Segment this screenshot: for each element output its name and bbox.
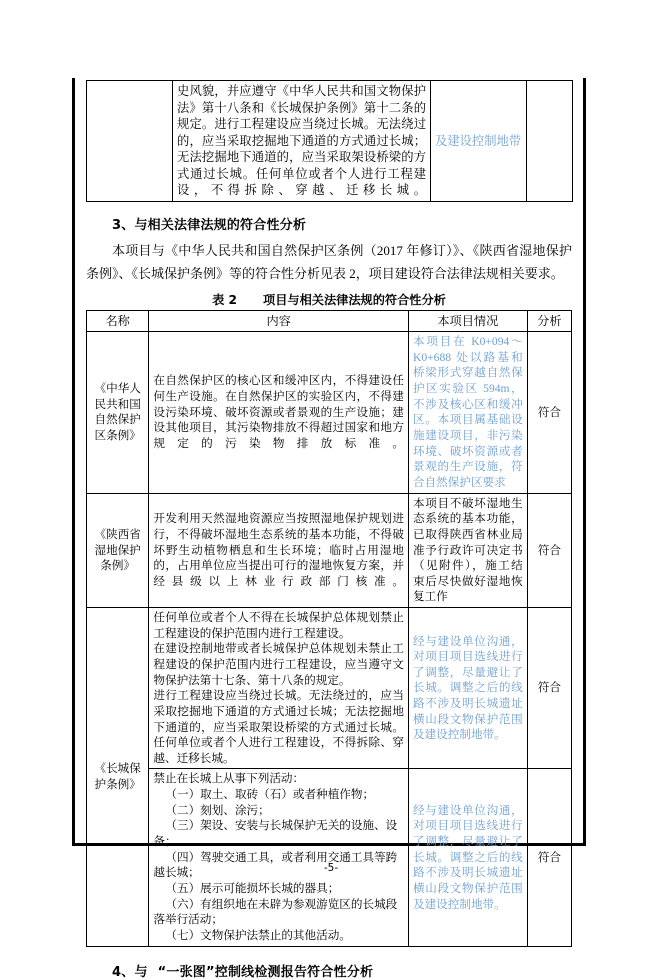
table-2-caption-title: 项目与相关法律法规的符合性分析 <box>263 292 446 307</box>
row-analysis-cell: 符合 <box>527 608 571 769</box>
row-name-cell: 《陕西省湿地保护条例》 <box>87 493 149 607</box>
table-row <box>87 81 573 202</box>
table-header-row <box>87 310 572 331</box>
row-analysis-cell: 符合 <box>527 332 571 493</box>
row-project-status-cell: 经与建设单位沟通，对项目项目选线进行了调整，尽量避让了长城。调整之后的线路不涉及明长城遗址横山段文物保护范围及建设控制地带。 <box>408 769 527 946</box>
page-content-area <box>72 78 586 980</box>
continued-name-cell <box>87 81 173 202</box>
table-row <box>87 769 572 946</box>
row-content-cell: 任何单位或者个人不得在长城保护总体规划禁止工程建设的保护范围内进行工程建设。 在建设控制地带或者长城保护总体规划未禁止工程建设的保护范围内进行工程建设，应当遵守文物保护法第十七条、第十八条的规定。 进行工程建设应当绕过长城。无法绕过的，应当采取挖掘地下通道的方式通过长城；无法挖掘地下通道的，应当采取架设桥梁的方式通过长城。任何单位或者个人进行工程建设，不得拆除、穿越、迁移长城。 <box>149 608 409 769</box>
continued-project-status-cell: 及建设控制地带 <box>431 81 527 202</box>
row-project-status-cell: 经与建设单位沟通，对项目项目选线进行了调整，尽量避让了长城。调整之后的线路不涉及明长城遗址横山段文物保护范围及建设控制地带。 <box>408 608 527 769</box>
section-4-heading-rest: “一张图”控制线检测报告符合性分析 <box>157 964 374 980</box>
column-header-project-status: 本项目情况 <box>408 310 527 331</box>
section-3-paragraph: 本项目与《中华人民共和国自然保护区条例（2017 年修订）》、《陕西省湿地保护条例》、《长城保护条例》等的符合性分析见表 2，项目建设符合法律法规相关要求。 <box>86 242 572 281</box>
table-row <box>87 332 572 493</box>
row-project-status-cell: 本项目不破坏湿地生态系统的基本功能，已取得陕西省林业局准予行政许可决定书（见附件），施工结束后尽快做好湿地恢复工作 <box>408 493 527 607</box>
table-row <box>87 493 572 607</box>
compliance-table <box>86 310 572 947</box>
column-header-name: 名称 <box>87 310 149 331</box>
continued-analysis-cell <box>527 81 573 202</box>
row-content-cell: 开发利用天然湿地资源应当按照湿地保护规划进行，不得破坏湿地生态系统的基本功能，不得破坏野生动植物栖息和生长环境；临时占用湿地的，占用单位应当提出可行的湿地恢复方案，并经县级以上林业行政部门核准。 <box>149 493 409 607</box>
table-2-caption-label: 表 2 <box>212 292 238 307</box>
section-3-heading: 3、与相关法律法规的符合性分析 <box>112 217 307 233</box>
column-header-analysis: 分析 <box>527 310 571 331</box>
row-content-cell: 在自然保护区的核心区和缓冲区内，不得建设任何生产设施。在自然保护区的实验区内，不得建设污染环境、破坏资源或者景观的生产设施；建设其他项目，其污染物排放不得超过国家和地方规定的污染物排放标准。 <box>149 332 409 493</box>
column-header-content: 内容 <box>149 310 409 331</box>
section-4-heading <box>86 961 572 980</box>
row-name-cell: 《中华人民共和国自然保护区条例》 <box>87 332 149 493</box>
row-name-cell: 《长城保护条例》 <box>87 608 149 946</box>
table-2-caption <box>86 291 572 308</box>
section-4-heading-prefix: 4、与 <box>112 964 148 980</box>
row-analysis-cell: 符合 <box>527 769 571 946</box>
row-analysis-cell: 符合 <box>527 493 571 607</box>
continued-table <box>86 80 573 202</box>
row-project-status-cell: 本项目在 K0+094～K0+688 处以路基和桥梁形式穿越自然保护区实验区 594m，不涉及核心区和缓冲区。本项目属基础设施建设项目，非污染环境、破坏资源或者景观的生产设施，符合自然保护区要求 <box>408 332 527 493</box>
continued-content-cell: 史风貌，并应遵守《中华人民共和国文物保护法》第十八条和《长城保护条例》第十二条的规定。进行工程建设应当绕过长城。无法绕过的，应当采取挖掘地下通道的方式通过长城；无法挖掘地下通道的，应当采取架设桥梁的方式通过长城。任何单位或者个人进行工程建设，不得拆除、穿越、迁移长城。 <box>173 81 431 202</box>
row-content-cell: 禁止在长城上从事下列活动： （一）取土、取砖（石）或者种植作物； （二）刻划、涂污； （三）架设、安装与长城保护无关的设施、设备； （四）驾驶交通工具，或者利用交通工具等跨越长城； （五）展示可能损坏长城的器具； （六）有组织地在未辟为参观游览区的长城段落举行活动； （七）文物保护法禁止的其他活动。 <box>149 769 409 946</box>
page-number: -5- <box>323 862 339 874</box>
table-row <box>87 608 572 769</box>
